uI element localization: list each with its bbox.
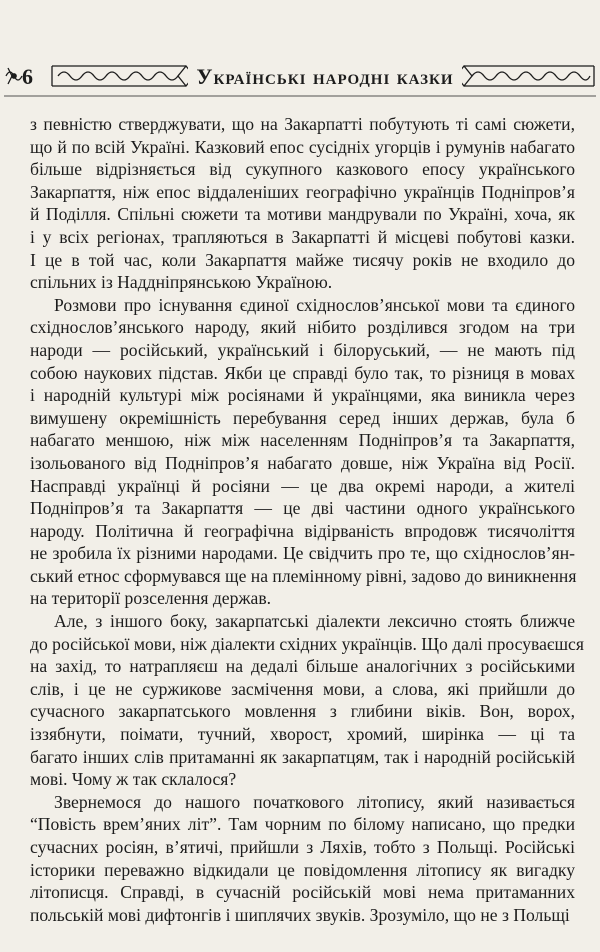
running-header (0, 56, 600, 102)
text-line: народи — російський, український і білоруський, — не мають під (30, 339, 575, 360)
text-line: мові. Чому ж так склалося? (30, 769, 237, 790)
text-line: Закарпаття, ніж епос віддаленіших географічно українців Подніпров’я (30, 181, 575, 202)
text-line: історики переважно відкидали це повідомлення літопису як вигадку (30, 859, 575, 880)
text-line: східнослов’янського народу, який нібито розділився згодом на три (30, 317, 575, 338)
text-line: народу. Політична й географічна відірваність впродовж тисячоліття (30, 520, 575, 541)
text-line: іззябнути, поімати, тучний, хворост, хромий, ширінка — ці та (30, 724, 575, 745)
text-line: і народній культурі між росіянами й українцями, яка виникла через (30, 385, 575, 406)
text-line: до російської мови, ніж діалекти східних українців. Що далі просуваєшся (30, 633, 584, 654)
text-line: спільних із Наддніпрянською Україною. (30, 272, 333, 293)
text-line: ізольованого від Подніпров’я набагато довше, ніж Україна від Росії. (30, 452, 575, 473)
text-line: “Повість врем’яних літ”. Там чорним по білому написано, що предки (30, 814, 575, 835)
text-line: Але, з іншого боку, закарпатські діалекти лексично стоять ближче (54, 611, 575, 632)
text-line: сучасних росіян, в’ятичі, прийшли з Ляхів, тобто з Польщі. Російські (30, 837, 575, 857)
text-line: набагато меншою, ніж між населенням Подніпров’я та Закарпаття, (30, 430, 575, 451)
paragraph (30, 610, 584, 791)
paragraph (30, 294, 575, 610)
text-line: і у всіх регіонах, трапляються в Закарпатті й місцеві побутові казки. (30, 226, 575, 247)
text-line: не зробила їх різними народами. Це свідчить про те, що східнослов’ян- (30, 543, 575, 564)
text-line: літописця. Справді, в сучасній російській мові нема притаманних (30, 882, 575, 903)
text-line: й Поділля. Спільні сюжети та мотиви мандрували по Україні, хоча, як (30, 204, 575, 225)
text-line: на території розселення держав. (30, 588, 272, 609)
text-line: собою наукових підстав. Якби це справді було так, то різниця в мовах (30, 362, 575, 383)
paragraph (30, 113, 575, 294)
text-line: польській мові дифтонгів і шиплячих звуків. Зрозуміло, що не з Польщі (30, 904, 570, 925)
text-line: вимушену окремішність перебування серед інших держав, була б (30, 407, 575, 428)
text-line: багато інших слів притаманні як закарпатцям, так і народній російській (30, 746, 575, 767)
body-text (30, 113, 584, 926)
running-title: Українські народні казки (188, 62, 462, 92)
text-line: на захід, то натрапляєш на дедалі більше аналогічних з російськими (30, 656, 575, 677)
text-line: що й по всій Україні. Казковий епос сусідніх угорців і румунів набагато (30, 136, 575, 157)
text-line: Розмови про існування єдиної східнослов’янської мови та єдиного (54, 294, 575, 315)
paragraph (30, 791, 575, 927)
text-line: Подніпров’я та Закарпаття — це дві частини одного українського (30, 498, 575, 519)
text-line: Звернемося до нашого початкового літопису, який називається (54, 791, 575, 812)
text-line: сучасного закарпатського мовлення з глибини віків. Вон, ворох, (30, 701, 575, 722)
text-line: більше відрізняється від сукупного казкового епосу українського (30, 159, 575, 180)
text-line: Насправді українці й росіяни — це два окремі народи, а жителі (30, 475, 575, 496)
text-line: І це в той час, коли Закарпаття майже тисячу років не входило до (30, 249, 575, 270)
text-line: ський етнос сформувався ще на племінному рівні, задово до виникнення (30, 565, 577, 586)
text-line: слів, і це не суржикове засмічення мови, а слова, які прийшли до (30, 678, 575, 699)
text-line: з певністю стверджувати, що на Закарпатті побутують ті самі сюжети, (30, 114, 575, 134)
page-number: 6 (22, 64, 33, 89)
